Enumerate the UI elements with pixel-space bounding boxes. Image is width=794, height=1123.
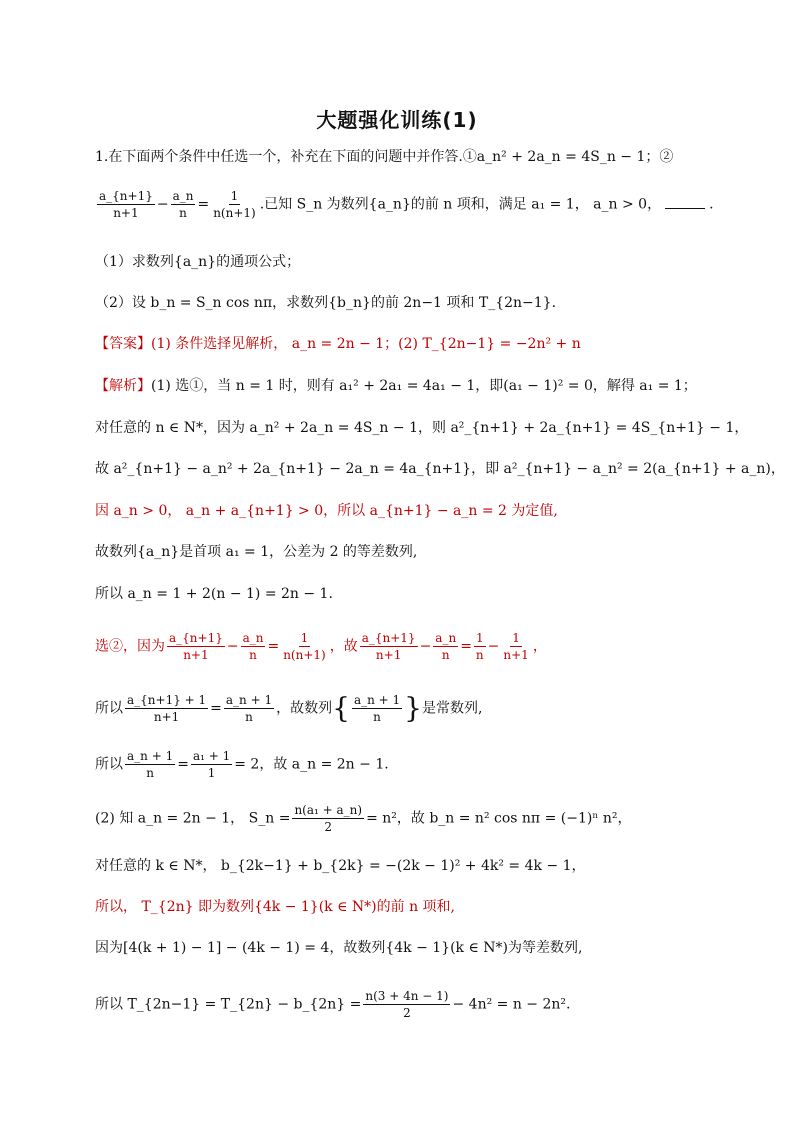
fraction: $\frac{a\_n + 1}{n}$ (353, 693, 401, 724)
analysis-line-14 (95, 988, 570, 1021)
text: = 2，故 a_n = 2n − 1. (234, 756, 389, 773)
fill-in-blank[interactable] (665, 194, 705, 209)
fraction: $\frac{n(3 + 4n - 1)}{2}$ (365, 989, 449, 1020)
fraction: $\frac{\text{n(a₁ + a\_n)}}{2}$ (294, 803, 363, 834)
right-brace: } (404, 691, 422, 725)
analysis-text: (1) 选①，当 n = 1 时，则有 a₁² + 2a₁ = 4a₁ − 1，即(a₁ − 1)² = 0，解得 a₁ = 1； (151, 378, 697, 394)
answer-text: (1) 条件选择见解析， a_n = 2n − 1；(2) T_{2n−1} = −2n² + n (151, 336, 581, 352)
left-brace: { (332, 691, 350, 725)
question-part-1: （1）求数列{a_n}的通项公式； (95, 254, 301, 270)
analysis-line-13: 因为[4(k + 1) − 1] − (4k − 1) = 4，故数列{4k − 1}(k ∈ N*)为等差数列, (95, 940, 583, 956)
text: ，故数列 (276, 700, 333, 717)
analysis-line-4: 因 a_n > 0， a_n + a_{n+1} > 0，所以 a_{n+1} − a_n = 2 为定值, (95, 503, 558, 519)
equals-sign: = (210, 700, 222, 717)
page-title: 大题强化训练(1) (316, 108, 478, 132)
fraction: $\frac{a\_n}{n}$ (435, 631, 457, 662)
condition-2-line (95, 188, 714, 221)
minus-sign: − (226, 638, 239, 655)
analysis-line-3: 故 a²_{n+1} − a_n² + 2a_{n+1} − 2a_n = 4a_{n+1}，即 a²_{n+1} − a_n² = 2(a_{n+1} + a_n)， (95, 461, 785, 477)
fraction: $\frac{a\_\{n+1\}}{n+1}$ (361, 631, 416, 662)
text: ，故 (329, 638, 358, 655)
fraction: $\frac{1}{n(n+1)}$ (283, 631, 326, 662)
fraction: $\frac{a\_\{n+1\}}{n+1}$ (169, 631, 223, 662)
fraction: $\frac{1}{n(n+1)}$ (213, 189, 256, 220)
text: = n²，故 b_n = n² cos nπ = (−1)ⁿ n²， (366, 810, 632, 827)
fraction: $\frac{a\_n + 1}{n}$ (225, 693, 273, 724)
text: 所以 (95, 756, 123, 773)
period: . (709, 196, 714, 213)
analysis-line-1 (95, 376, 697, 396)
analysis-line-10 (95, 802, 631, 835)
fraction: $\frac{a\_\{n+1\}}{n+1}$ (99, 189, 153, 220)
analysis-line-8 (95, 692, 482, 725)
fraction: $\frac{a\_\{n+1\} + 1}{n+1}$ (127, 693, 207, 724)
fraction: $\frac{a\_n}{n}$ (172, 189, 194, 220)
comma: ， (532, 638, 547, 655)
question-intro-line (95, 147, 673, 167)
question-intro: 1.在下面两个条件中任选一个，补充在下面的问题中并作答. (95, 149, 463, 165)
analysis-line-11: 对任意的 k ∈ N*， b_{2k−1} + b_{2k} = −(2k − 1)² + 4k² = 4k − 1， (95, 858, 586, 874)
text: (2) 知 a_n = 2n − 1， S_n = (95, 810, 291, 827)
analysis-line-12: 所以， T_{2n} 即为数列{4k − 1}(k ∈ N*)的前 n 项和, (95, 899, 456, 915)
equals-sign: = (267, 638, 280, 655)
analysis-line-7 (95, 630, 547, 663)
fraction: $\frac{a\_n + 1}{n}$ (127, 749, 174, 780)
fraction: $\frac{\text{a₁ + 1}}{1}$ (192, 749, 231, 780)
condition-1: ①a_n² + 2a_n = 4S_n − 1；② (462, 149, 674, 165)
analysis-line-6: 所以 a_n = 1 + 2(n − 1) = 2n − 1. (95, 586, 333, 602)
question-part-2: （2）设 b_n = S_n cos nπ，求数列{b_n}的前 2n−1 项和 T_{2n−1}. (95, 295, 557, 311)
fraction: $\frac{a\_n}{n}$ (242, 631, 264, 662)
text: 选②，因为 (95, 638, 165, 655)
equals-sign: = (177, 756, 189, 773)
analysis-label: 【解析】 (95, 378, 151, 394)
minus-sign: − (419, 638, 432, 655)
analysis-line-9 (95, 748, 389, 781)
minus-sign: − (487, 638, 500, 655)
text: − 4n² = n − 2n². (452, 996, 571, 1013)
text: 是常数列, (421, 700, 483, 717)
answer-line (95, 334, 581, 354)
condition-2-tail: .已知 S_n 为数列{a_n}的前 n 项和，满足 a₁ = 1， a_n > 0， (259, 196, 662, 213)
text: 所以 T_{2n−1} = T_{2n} − b_{2n} = (95, 996, 362, 1013)
answer-label: 【答案】 (95, 336, 151, 352)
fraction: $\frac{1}{n+1}$ (503, 631, 529, 662)
minus-sign: − (156, 196, 169, 213)
equals-sign: = (460, 638, 472, 655)
text: 所以 (95, 700, 123, 717)
fraction: $\frac{1}{n}$ (475, 631, 484, 662)
analysis-line-5: 故数列{a_n}是首项 a₁ = 1，公差为 2 的等差数列, (95, 544, 418, 560)
equals-sign: = (197, 196, 210, 213)
analysis-line-2: 对任意的 n ∈ N*，因为 a_n² + 2a_n = 4S_n − 1，则 a²_{n+1} + 2a_{n+1} = 4S_{n+1} − 1， (95, 420, 749, 436)
